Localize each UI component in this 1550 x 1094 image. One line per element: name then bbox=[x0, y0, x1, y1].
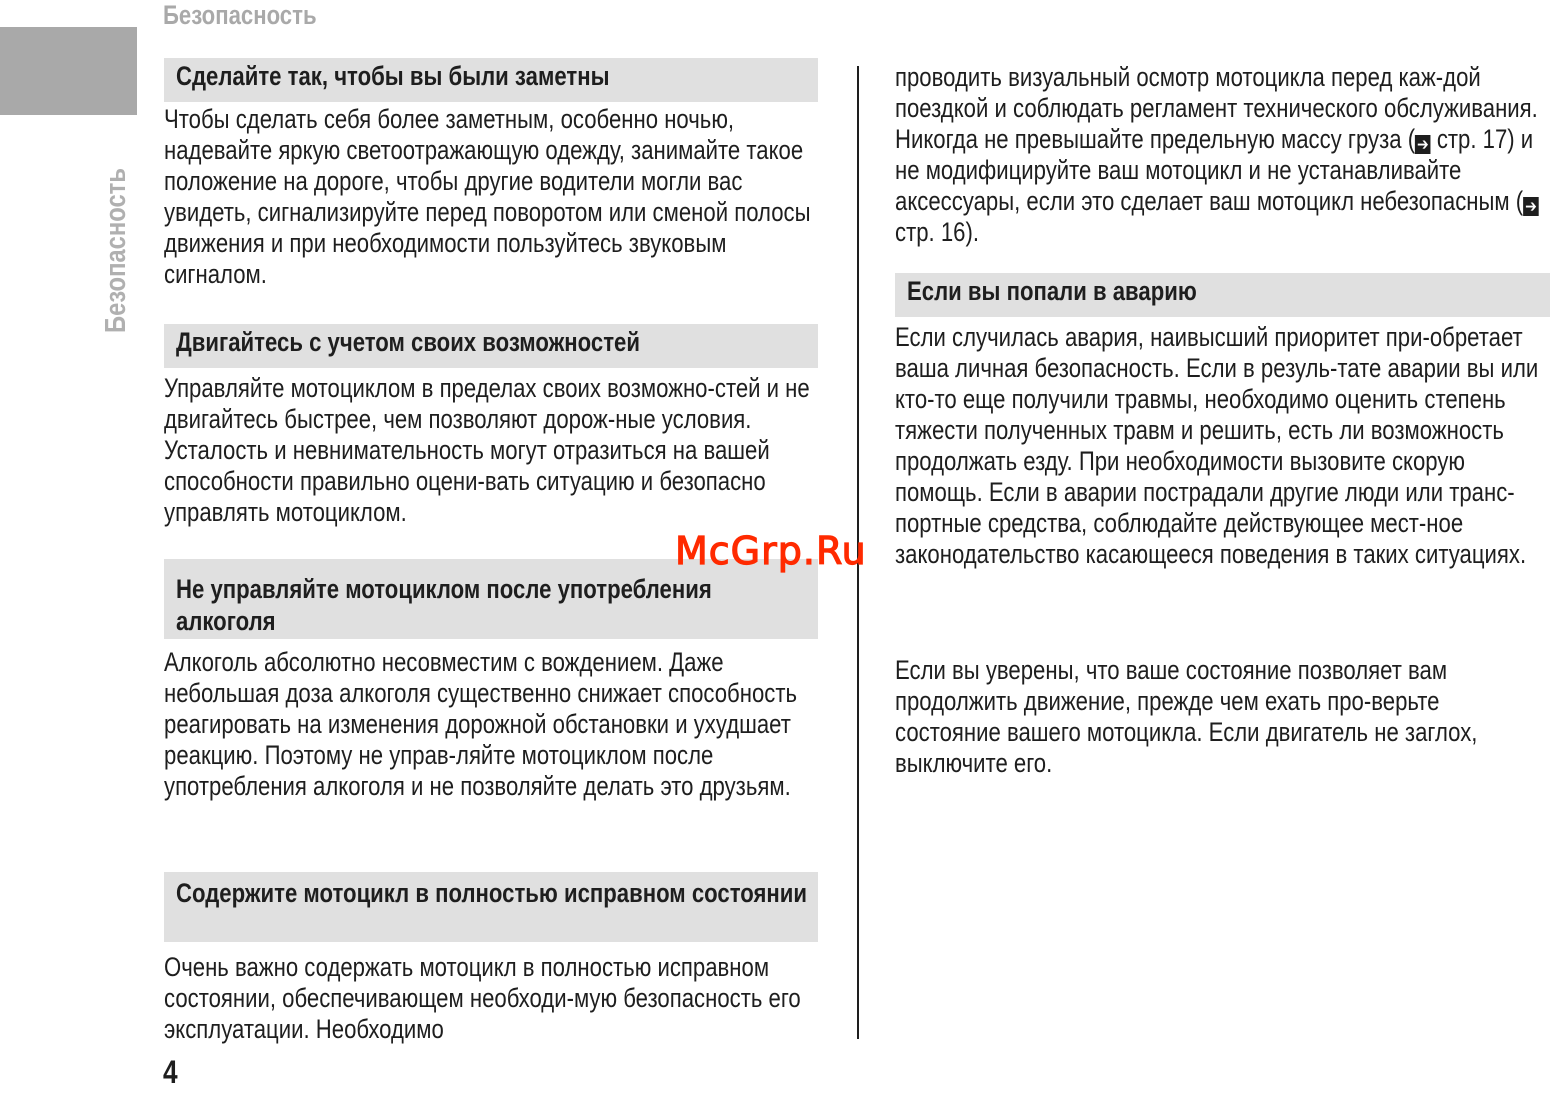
section-heading-text: Если вы попали в аварию bbox=[907, 276, 1197, 306]
section-heading bbox=[895, 273, 1550, 317]
page-number: 4 bbox=[163, 1054, 178, 1090]
section-body: Управляйте мотоциклом в пределах своих возможно-стей и не двигайтесь быстрее, чем позволяют дорож-ные условия. Усталость и невнимательность могут отразиться на вашей способности правильно оцени-вать ситуацию и безопасно управлять мотоциклом. bbox=[164, 373, 810, 527]
section-heading bbox=[164, 872, 818, 942]
page-header: Безопасность bbox=[163, 0, 317, 30]
section-heading-text: Содержите мотоцикл в полностью исправном состоянии bbox=[176, 878, 807, 908]
section-heading-text: Не управляйте мотоциклом после употребления алкоголя bbox=[176, 574, 712, 636]
page-reference-arrow-icon: ➔ bbox=[1417, 135, 1429, 154]
continued-body bbox=[895, 62, 1550, 248]
body-text: проводить визуальный осмотр мотоцикла перед каж-дой поездкой и соблюдать регламент технического обслуживания. Никогда не превышайте предельную массу груза ( bbox=[895, 62, 1538, 154]
section-tab-marker bbox=[0, 27, 137, 115]
section-body: Алкоголь абсолютно несовместим с вождением. Даже небольшая доза алкоголя существенно снижает способность реагировать на изменения дорожной обстановки и ухудшает реакцию. Поэтому не управ-ляйте мотоциклом после употребления алкоголя и не позволяйте делать это друзьям. bbox=[164, 647, 798, 801]
watermark-text: McGrp.Ru bbox=[675, 529, 867, 573]
section-heading-text: Двигайтесь с учетом своих возможностей bbox=[176, 327, 640, 357]
section-body: Очень важно содержать мотоцикл в полностью исправном состоянии, обеспечивающем необходи-мую безопасность его эксплуатации. Необходимо bbox=[164, 952, 801, 1044]
body-text: ). bbox=[965, 217, 979, 247]
section-heading-text: Сделайте так, чтобы вы были заметны bbox=[176, 61, 610, 91]
section-heading bbox=[164, 324, 818, 368]
section-body: Если вы уверены, что ваше состояние позволяет вам продолжить движение, прежде чем ехать про-верьте состояние вашего мотоцикла. Если двигатель не заглох, выключите его. bbox=[895, 655, 1478, 778]
page-reference: стр. 16 bbox=[895, 217, 966, 247]
section-body: Чтобы сделать себя более заметным, особенно ночью, надевайте яркую светоотражающую одежду, занимайте такое положение на дороге, чтобы другие водители могли вас увидеть, сигнализируйте перед поворотом или сменой полосы движения и при необходимости пользуйтесь звуковым сигналом. bbox=[164, 104, 811, 289]
page-reference: стр. 17 bbox=[1436, 124, 1508, 154]
body-text: ) и не модифицируйте ваш мотоцикл и не устанавливайте аксессуары, если это сделает ваш мотоцикл небезопасным ( bbox=[895, 124, 1534, 216]
side-section-label: Безопасность bbox=[100, 168, 132, 333]
section-body: Если случилась авария, наивысший приоритет при-обретает ваша личная безопасность. Если в резуль-тате аварии вы или кто-то еще получили травмы, необходимо оценить степень тяжести полученных травм и решить, есть ли возможность продолжать езду. При необходимости вызовите скорую помощь. Если в аварии пострадали другие люди или транс-портные средства, соблюдайте действующее мест-ное законодательство касающееся поведения в таких ситуациях. bbox=[895, 322, 1539, 569]
page-reference-arrow-icon: ➔ bbox=[1525, 197, 1537, 216]
section-heading bbox=[164, 58, 818, 102]
